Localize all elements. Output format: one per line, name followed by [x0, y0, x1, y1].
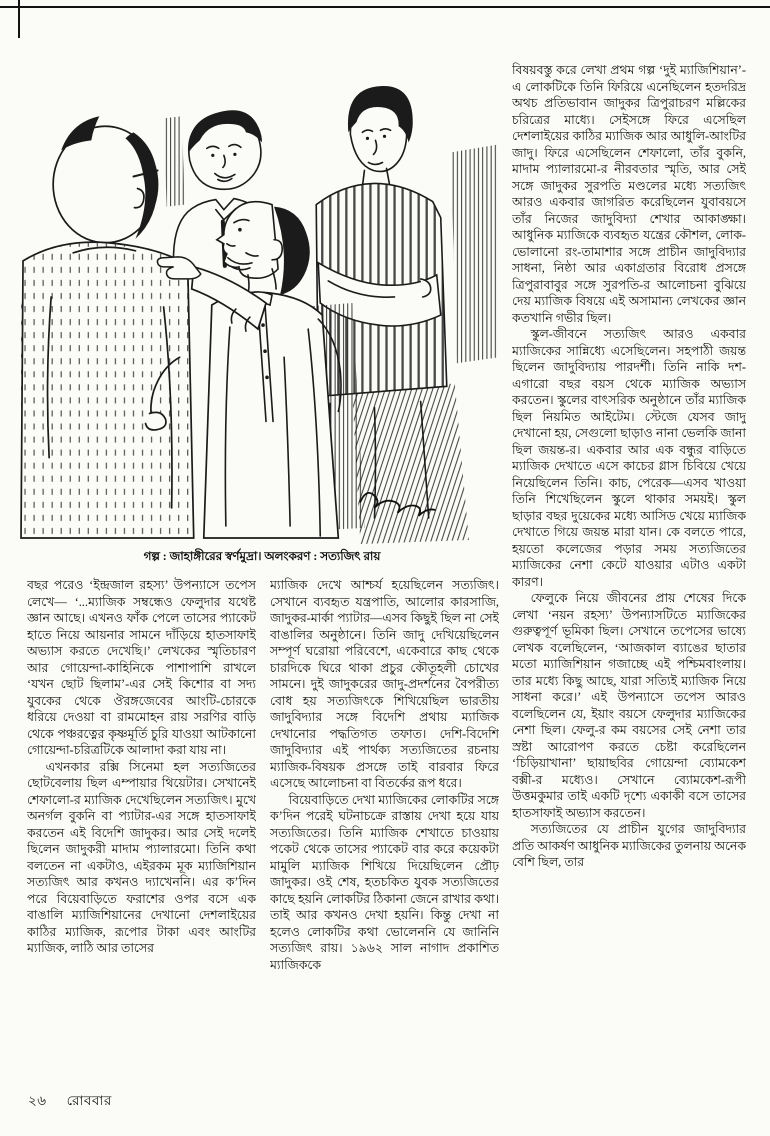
paragraph: ম্যাজিক দেখে আশ্চর্য হয়েছিলেন সত্যজিৎ। সেখানে ব্যবহৃত যন্ত্রপাতি, আলোর কারসাজি, জাদুকর-মার্কা প্যাটার—এসব কিছুই ছিল না সেই বাঙালির অনুষ্ঠানে। তিনি জাদু দেখিয়েছিলেন সম্পূর্ণ ঘরোয়া পরিবেশে, একেবারে কাছ থেকে চারদিকে ঘিরে থাকা প্রচুর কৌতূহলী চোখের সামনে। দুই জাদুকরের জাদু-প্রদর্শনের বৈপরীত্য বোধ হয় সত্যজিৎকে শিখিয়েছিল ভারতীয় জাদুবিদ্যার সঙ্গে বিদেশি প্রথায় ম্যাজিক দেখানোর পদ্ধতিগত তফাত। দেশি-বিদেশি জাদুবিদ্যার এই পার্থক্য সত্যজিতের রচনায় ম্যাজিক-বিষয়ক প্রসঙ্গে তাই বারবার ফিরে এসেছে আলোচনা বা বিতর্কের রূপ ধরে। — [270, 578, 499, 790]
paragraph: সত্যজিতের যে প্রাচীন যুগের জাদুবিদ্যার প্রতি আকর্ষণ আধুনিক ম্যাজিকের তুলনায় অনেক বেশি ছিল, তার — [512, 822, 746, 869]
page-top-rule — [0, 6, 770, 8]
illustration — [20, 56, 500, 544]
page-left-tick — [18, 0, 20, 38]
paragraph: বছর পরেও ‘ইন্দ্রজাল রহস্য’ উপন্যাসে তপেস লেখে— ‘...ম্যাজিক সম্বন্ধেও ফেলুদার যথেষ্ট জ্ঞান আছে। এখনও ফাঁক পেলে তাসের প্যাকেট হাতে নিয়ে আয়নার সামনে দাঁড়িয়ে হাতসাফাই অভ্যাস করতে দেখেছি।’ লেখকের স্মৃতিচারণ আর গোয়েন্দা-কাহিনিকে পাশাপাশি রাখলে ‘যখন ছোট ছিলাম’-এর সেই কিশোর বা সদ্য যুবকের থেকে ঔরঙ্গজেবের আংটি-চোরকে ধরিয়ে দেওয়া বা রামমোহন রায় সরণির বাড়ি থেকে পঞ্চরত্নের কৃষ্ণমূর্তি চুরি যাওয়া আটকানো গোয়েন্দা-চরিত্রটিকে আলাদা করা যায় না। — [27, 578, 256, 757]
paragraph: বিষয়বস্তু করে লেখা প্রথম গল্প ‘দুই ম্যাজিশিয়ান’-এ লোকটিকে তিনি ফিরিয়ে এনেছিলেন হতদরিদ্র অথচ প্রতিভাবান জাদুকর ত্রিপুরাচরণ মল্লিকের চরিত্রের মাধ্যে। সেইসঙ্গে ফিরে এসেছিল দেশলাইয়ের কাঠির ম্যাজিক আর আধুলি-আংটির জাদু। ফিরে এসেছিলেন শেফালো, তাঁর বুকনি, মাদাম প্যালারমো-র নীরবতার স্মৃতি, আর সেই সঙ্গে জাদুকর সুরপতি মণ্ডলের মধ্যে সত্যজিৎ আরও একবার জাগরিত করেছিলেন যুবাবয়সে তাঁর নিজের জাদুবিদ্যা শেখার আকাঙ্ক্ষা। আধুনিক ম্যাজিকে ব্যবহৃত যন্ত্রের কৌশল, লোক-ভোলানো রং-তামাশার সঙ্গে প্রাচীন জাদুবিদ্যার সাধনা, নিষ্ঠা আর একাগ্রতার বিরোধ প্রসঙ্গে ত্রিপুরাবাবুর সঙ্গে সুরপতি-র আলোচনা বুঝিয়ে দেয় ম্যাজিক বিষয়ে এই অসামান্য লেখকের জ্ঞান কতখানি গভীর ছিল। — [512, 63, 746, 325]
page-footer — [28, 1090, 112, 1113]
paragraph: বিয়েবাড়িতে দেখা ম্যাজিকের লোকটির সঙ্গে ক’দিন পরেই ঘটনাচক্রে রাস্তায় দেখা হয়ে যায় সত্যজিতের। তিনি ম্যাজিক শেখাতে চাওয়ায় পকেট থেকে তাসের প্যাকেট বার করে কয়েকটা মামুলি ম্যাজিক শিখিয়ে দিয়েছিলেন প্রৌঢ় জাদুকর। ওই শেষ, হতচকিত যুবক সত্যজিতের কাছে হয়নি লোকটির ঠিকানা জেনে রাখার কথা। তাই আর কখনও দেখা হয়নি। কিন্তু দেখা না হলেও লোকটির কথা ভোলেননি যে জানিনি সত্যজিৎ রায়। ১৯৬২ সাল নাগাদ প্রকাশিত ম্যাজিককে — [270, 792, 499, 972]
illustration-drawing — [20, 56, 500, 544]
paragraph: স্কুল-জীবনে সত্যজিৎ আরও একবার ম্যাজিকের সান্নিধ্যে এসেছিলেন। সহপাঠী জয়ন্ত ছিলেন জাদুবিদ্যায় পারদর্শী। তিনি নাকি দশ-এগারো বছর বয়স থেকে ম্যাজিক অভ্যাস করতেন। স্কুলের বাৎসরিক অনুষ্ঠানে তাঁর ম্যাজিক ছিল নিয়মিত আইটেম। স্টেজে যেসব জাদু দেখানো হয়, সেগুলো ছাড়াও নানা ভেলকি জানা ছিল জয়ন্ত-র। একবার আর এক বন্ধুর বাড়িতে ম্যাজিক দেখাতে এসে কাচের গ্লাস চিবিয়ে খেয়ে নিয়েছিলেন তিনি। কাচ, পেরেক—এসব খাওয়া তিনি শিখেছিলেন স্কুলে থাকার সময়ই। স্কুল ছাড়ার বছর দুয়েকের মধ্যে আসিড খেয়ে ম্যাজিক দেখাতে গিয়ে জয়ন্ত মারা যান। কে বলতে পারে, হয়তো কলেজের পড়ার সময় সত্যজিতের ম্যাজিকের নেশা কেটে যাওয়ার এটাও একটা কারণ। — [512, 327, 746, 589]
paragraph: ফেলুকে নিয়ে জীবনের প্রায় শেষের দিকে লেখা ‘নয়ন রহস্য’ উপন্যাসটিতে ম্যাজিকের গুরুত্বপূর্ণ ভূমিকা ছিল। সেখানে তপেসের ভাষ্যে লেখক বলেছিলেন, ‘আজকাল ব্যাঙের ছাতার মতো ম্যাজিশিয়ান গজাচ্ছে এই পশ্চিমবাংলায়। তার মধ্যে কিছু আছে, যারা সত্যিই ম্যাজিক নিয়ে সাধনা করে।’ এই উপন্যাসে তপেস আরও বলেছিলেন যে, ইয়াং বয়সে ফেলুদার ম্যাজিকের নেশা ছিল। ফেলু-র কম বয়সের সেই নেশা তার স্রষ্টা আরোপণ করতে চেষ্টা করেছিলেন ‘চিড়িয়াখানা’ ছায়াছবির গোয়েন্দা ব্যোমকেশ বক্সী-র মধ্যেও। সেখানে ব্যোমকেশ-রূপী উত্তমকুমার তাই একটি দৃশ্যে একাকী বসে তাসের হাতসাফাই অভ্যাস করতেন। — [512, 591, 746, 820]
article-column-middle — [270, 577, 499, 1093]
illustration-caption: গল্প : জাহাঙ্গীরের স্বর্ণমুদ্রা। অলংকরণ : সত্যজিৎ রায় — [143, 549, 381, 563]
article-column-right — [512, 62, 746, 1094]
page-number: ২৬ — [28, 1093, 47, 1108]
magazine-title: রোববার — [66, 1093, 112, 1108]
paragraph: এখনকার রক্সি সিনেমা হল সত্যজিতের ছোটবেলায় ছিল এম্পায়ার থিয়েটার। সেখানেই শেফালো-র ম্যাজিক দেখেছিলেন সত্যজিৎ। মুখে অনর্গল বুকনি বা প্যাটার-এর সঙ্গে হাতসাফাই করতেন এই বিদেশি জাদুকর। আর সেই দলেই ছিলেন জাদুকরী মাদাম প্যালারমো। তিনি কথা বলতেন না একটাও, এইরকম মূক ম্যাজিশিয়ান সত্যজিৎ আর কখনও দ্যাখেননি। এর ক’দিন পরে বিয়েবাড়িতে ফরাশের ওপর বসে এক বাঙালি ম্যাজিশিয়ানের দেখানো দেশলাইয়ের কাঠির ম্যাজিক, রূপোর টাকা এবং আংটির ম্যাজিক, লাঠি আর তাসের — [27, 759, 256, 955]
article-column-left — [27, 577, 256, 1077]
